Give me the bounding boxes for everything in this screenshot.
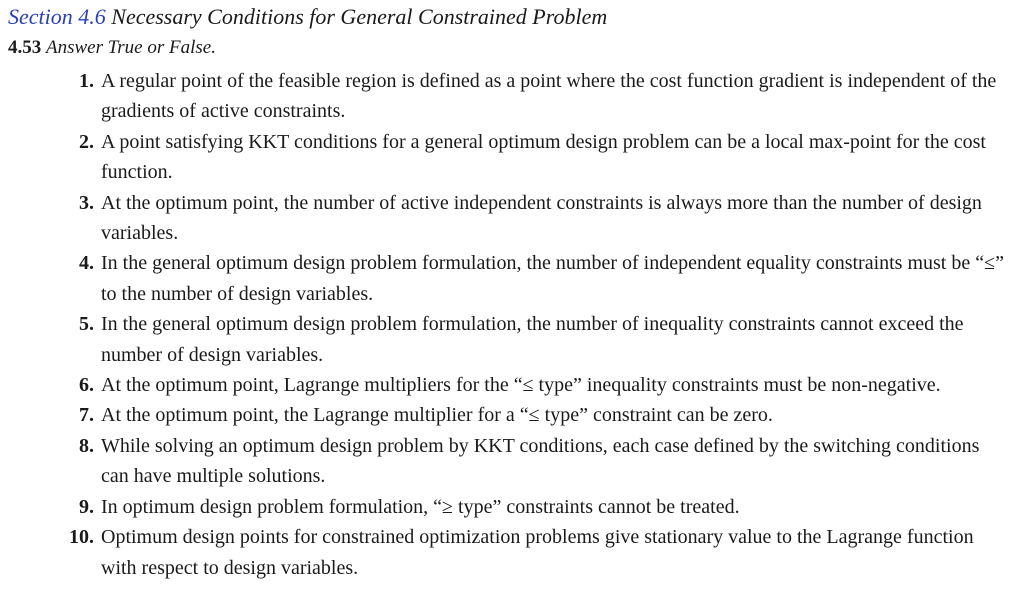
- section-name: Necessary Conditions for General Constrained Problem: [111, 4, 608, 29]
- question-text: At the optimum point, the number of active independent constraints is always more than the number of design variables.: [101, 191, 982, 245]
- question-text: In the general optimum design problem formulation, the number of inequality constraints cannot exceed the number of design variables.: [101, 313, 964, 366]
- section-label: Section 4.6: [8, 4, 106, 29]
- question-number: 3.: [79, 191, 94, 214]
- problem-number: 4.53: [8, 37, 42, 58]
- question-text: At the optimum point, the Lagrange multiplier for a “≤ type” constraint can be zero.: [101, 404, 773, 427]
- section-heading: [8, 4, 607, 30]
- question-item: [0, 431, 1024, 492]
- question-number: 6.: [79, 374, 94, 397]
- question-item: [0, 188, 1024, 249]
- question-item: [0, 492, 1024, 522]
- question-text: In optimum design problem formulation, “≥ type” constraints cannot be treated.: [101, 495, 740, 518]
- question-item: [0, 248, 1024, 309]
- question-number: 2.: [79, 130, 94, 153]
- question-number: 1.: [79, 70, 94, 92]
- question-item: [0, 522, 1024, 583]
- question-number: 10.: [69, 526, 94, 549]
- question-item: [0, 400, 1024, 430]
- question-item: [0, 309, 1024, 370]
- question-item: [0, 127, 1024, 188]
- question-number: 9.: [79, 495, 94, 518]
- question-list: [0, 66, 1024, 583]
- question-number: 4.: [79, 252, 94, 275]
- question-text: A point satisfying KKT conditions for a general optimum design problem can be a local max-point for the cost function.: [101, 130, 986, 184]
- question-text: At the optimum point, Lagrange multipliers for the “≤ type” inequality constraints must be non-negative.: [101, 374, 941, 397]
- question-number: 7.: [79, 404, 94, 427]
- problem-heading: [8, 37, 216, 59]
- question-item: [0, 66, 1024, 127]
- question-text: A regular point of the feasible region is defined as a point where the cost function gradient is independent of the gradients of active constraints.: [101, 70, 997, 123]
- question-number: 5.: [79, 313, 94, 336]
- problem-instruction: Answer True or False.: [46, 37, 216, 58]
- question-text: Optimum design points for constrained optimization problems give stationary value to the Lagrange function with respect to design variables.: [101, 526, 974, 579]
- question-text: In the general optimum design problem formulation, the number of independent equality constraints must be “≤” to the number of design variables.: [101, 252, 1004, 305]
- question-number: 8.: [79, 434, 94, 457]
- question-text: While solving an optimum design problem by KKT conditions, each case defined by the switching conditions can have multiple solutions.: [101, 434, 980, 488]
- question-item: [0, 370, 1024, 400]
